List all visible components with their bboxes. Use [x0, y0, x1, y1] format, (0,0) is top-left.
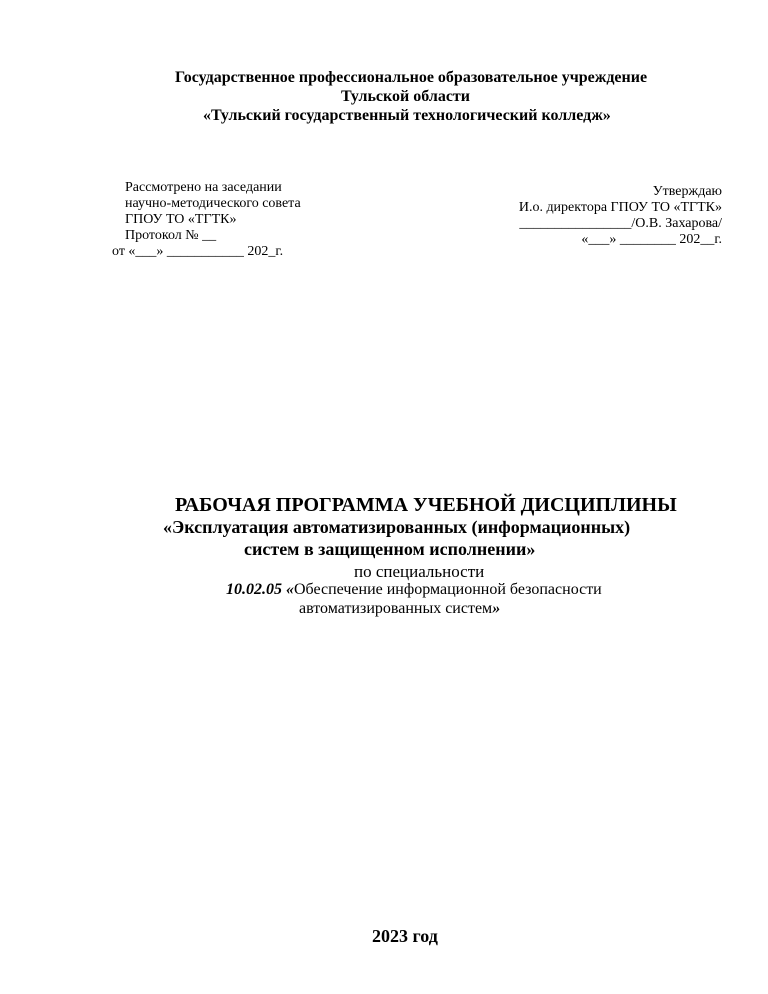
protocol-date: от «___» ___________ 202_г.: [112, 244, 284, 259]
specialty-name-line-1: Обеспечение информационной безопасности: [294, 581, 602, 598]
specialty-code: 10.02.05 «: [226, 581, 294, 598]
discipline-name-line-2: систем в защищенном исполнении»: [244, 539, 536, 559]
by-specialty-label: по специальности: [354, 562, 485, 581]
reviewed-line-1: Рассмотрено на заседании: [125, 180, 282, 195]
discipline-name-line-1: «Эксплуатация автоматизированных (информационных): [163, 517, 631, 537]
institution-line-2: Тульской области: [341, 88, 470, 105]
approval-date: «___» ________ 202__г.: [581, 232, 722, 247]
specialty-line-1: [226, 582, 602, 598]
specialty-line-2: [299, 601, 500, 617]
approval-line-1: Утверждаю: [652, 184, 722, 199]
protocol-number: Протокол № __: [125, 228, 217, 243]
approval-signature: ________________/О.В. Захарова/: [519, 216, 722, 231]
document-title: РАБОЧАЯ ПРОГРАММА УЧЕБНОЙ ДИСЦИПЛИНЫ: [175, 494, 677, 516]
institution-line-1: Государственное профессиональное образовательное учреждение: [175, 69, 648, 86]
institution-line-3: «Тульский государственный технологический колледж»: [203, 107, 611, 124]
reviewed-line-3: ГПОУ ТО «ТГТК»: [125, 212, 237, 227]
document-year: 2023 год: [372, 926, 438, 946]
reviewed-line-2: научно-методического совета: [125, 196, 301, 211]
approval-line-2: И.о. директора ГПОУ ТО «ТГТК»: [518, 200, 722, 215]
specialty-close-quote: »: [492, 600, 501, 617]
specialty-name-line-2: автоматизированных систем: [299, 600, 493, 617]
